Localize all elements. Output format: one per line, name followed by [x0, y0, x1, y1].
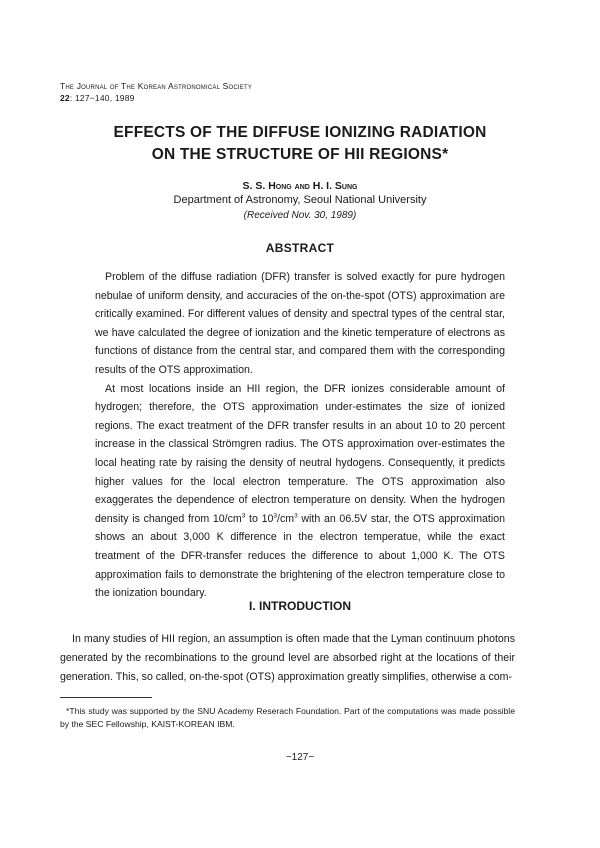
- footnote-divider: [60, 697, 152, 698]
- section-heading-introduction: I. INTRODUCTION: [249, 599, 351, 613]
- abstract-paragraph-1: Problem of the diffuse radiation (DFR) transfer is solved exactly for pure hydrogen nebulae of uniform density, and accuracies of the on-the-spot (OTS) approximation are critically examined. For different values of density and spectral types of the central star, we have calculated the degree of ionization and the kinetic temperature of electrons as functions of distance from the central star, and compared them with the corresponding results of the OTS approximation.: [95, 271, 505, 376]
- abstract-paragraph-2: [95, 380, 505, 603]
- abstract-text: with an 06.5V star, the OTS approximation shows an about 3,000 K difference in the electron temperatue, while the exact treatment of the DFR-transfer reduces the difference to about 1,000 K. The OTS approximation fails to demonstrate the brightening of the electron temperature close to the ionization boundary.: [95, 512, 505, 600]
- journal-header: [60, 80, 252, 104]
- paper-title-line2: ON THE STRUCTURE OF HII REGIONS*: [151, 146, 449, 163]
- author-names: S. S. Hong and H. I. Sung: [242, 180, 358, 192]
- abstract-heading: ABSTRACT: [265, 241, 335, 255]
- received-date: (Received Nov. 30, 1989): [243, 210, 357, 221]
- abstract-body: [95, 268, 505, 603]
- superscript: 3: [241, 512, 246, 520]
- footnote: [60, 705, 515, 731]
- superscript: 3: [273, 512, 277, 520]
- footnote-text: *This study was supported by the SNU Academy Reserach Foundation. Part of the computations was made possible by the SEC Fellowship, KAIST-KOREAN IBM.: [60, 706, 515, 729]
- abstract-text: At most locations inside an HII region, the DFR ionizes considerable amount of hydrogen; therefore, the OTS approximation under-estimates the size of ionized regions. The exact treatment of the DFR transfer results in an about 10 to 20 percent increase in the classical Strömgren radius. The OTS approximation over-estimates the local heating rate by raising the density of neutral hydogens. Consequently, it predicts higher values for the local electron temperature. The OTS approximation also exaggerates the dependence of electron temperature on density. When the hydrogen density is changed from 10/cm: [95, 382, 505, 525]
- page-number: −127−: [285, 752, 315, 763]
- introduction-paragraph: In many studies of HII region, an assumption is often made that the Lyman continuum photons generated by the recombinations to the ground level are absorbed right at the locations of their generation. This, so called, on-the-spot (OTS) approximation greatly simplifies, otherwise a com-: [60, 633, 515, 683]
- journal-pages: : 127−140, 1989: [69, 93, 135, 103]
- abstract-text: /cm: [277, 512, 295, 525]
- superscript: 3: [294, 512, 298, 520]
- abstract-text: to 10: [245, 512, 274, 525]
- author-affiliation: Department of Astronomy, Seoul National University: [173, 194, 427, 206]
- paper-title-line1: EFFECTS OF THE DIFFUSE IONIZING RADIATION: [113, 124, 487, 141]
- introduction-body: [60, 630, 515, 686]
- journal-name: The Journal of The Korean Astronomical Society: [60, 81, 253, 91]
- journal-volume: 22: [60, 93, 70, 103]
